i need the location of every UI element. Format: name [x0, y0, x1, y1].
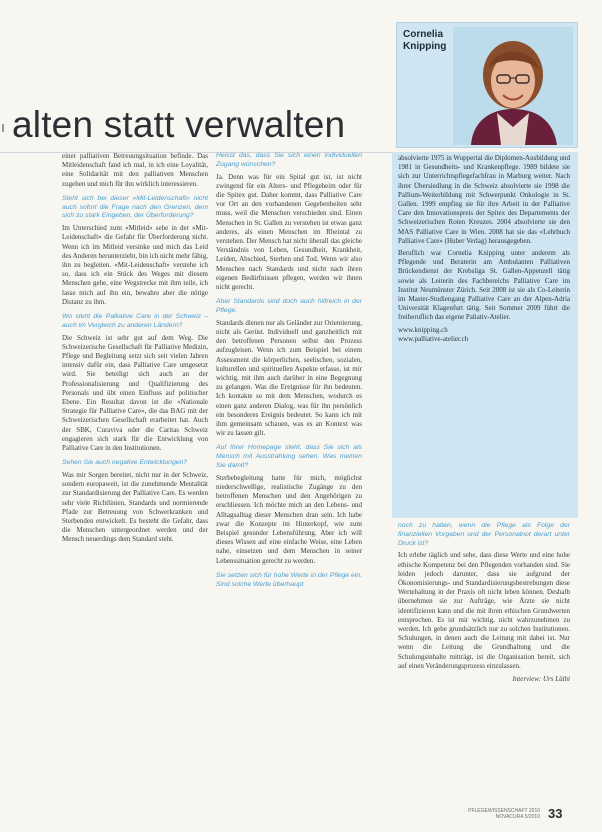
paragraph: Im Unterschied zum «Mitleid» sehe in der «Mit-Leidenschaft» die Gefahr für Überforderung nicht. Wenn ich im Mitleid versinke und mich das Leid des Anderen herunterzieht, bin ich nicht mehr fähig, ihn zu begleiten. «Mit-Leidenschaft» verstehe ich so, dass ich ein Stück des Weges mit diesem Menschen gehe, eine Wegstrecke mit ihm teile, ich lasse mich auf ihn ein, bewahre aber die nötige Distanz zu ihm.: [62, 224, 208, 306]
paragraph: einer palliativen Betreuungsituation befinde. Das Mitleidenschaft fand ich mal, in ich eine Loyalität, eine Solidarität mit den palliativen Menschen zugehen und mich für ihn wirklich interessieren.: [62, 152, 208, 188]
interviewer-credit: Interview: Urs Lüthi: [512, 675, 570, 684]
question: Auf Ihrer Homepage steht, dass Sie sich als Mensch mit Ausstrahlung sehen. Was meinen Sie damit?: [216, 444, 362, 470]
portrait-illustration: [453, 27, 573, 145]
text-column-1: [62, 152, 208, 548]
website-link[interactable]: www.palliative-atelier.ch: [398, 334, 469, 343]
bio-paragraph: Beruflich war Cornelia Knipping unter anderem als Pflegende und Beraterin am Ambulanten Palliativen Brückendienst der Krebsliga St. Gallen-Appenzell tätig sowie als Leiterin des Fachbereichs Palliative Care im Institut Neumünster Zürich. Seit 2008 ist sie als Co-Leiterin im Master-Studiengang Palliative Care an der Alpen-Adria Universität Klagenfurt tätig. Seit Sommer 2009 führt die freiberuflich das eigene Paliativ-Atelier.: [398, 249, 570, 322]
footer-line: NOVACURA 5/2010: [495, 814, 540, 820]
question: Heisst das, dass Sie sich einen individuellen Zugang wünschen?: [216, 152, 362, 168]
page-number: 33: [548, 806, 563, 821]
margin-mark: [2, 124, 4, 132]
profile-name: [403, 29, 446, 53]
footer-line: PFLEGEWISSENSCHAFT 2010: [468, 808, 540, 814]
paragraph: Was mir Sorgen bereitet, nicht nur in der Schweiz, sondern europaweit, ist die zunehmende Mentalität zur Standardisierung der Palliative Care. Es werden sehr viele Richtlinien, Standards und normierende Pfade zur Betreuung von Schwerkranken und Sterbenden entwickelt. Es besteht die Gefahr, dass die Menschen untergeordnet werden und der Mensch neuerdings dem Standard steht.: [62, 471, 208, 544]
paragraph: Ja. Denn was für ein Spital gut ist, ist nicht zwingend für ein Alters- und Pflegeheim oder für die Spitex gut. Daher kommt, dass Palliative Care vor Ort an den vorhandenen Gegebenheiten sehr muss, weil die Menschen verschieden sind. Einen Menschen in St. Gallen zu verstehen ist etwas ganz anderes, als einen Menschen im Rheintal zu verstehen. Der Mensch hat nicht überall das gleiche Verständnis von Leben, Gesundheit, Krankheit, Leiden, Abschied, Sterben und Tod. Wenn wir also Menschen nach Standards und nicht nach ihren eigenen Bedürfnissen pflegen, werden wir ihnen nicht gerecht.: [216, 172, 362, 292]
website-link[interactable]: www.knipping.ch: [398, 325, 448, 334]
question: noch zu halten, wenn die Pflege als Folge der finanziellen Vorgaben und der Personalnot derart unter Druck ist?: [398, 522, 570, 547]
profile-box: [396, 22, 578, 148]
text-column-2: [216, 152, 362, 592]
bio-text: [398, 154, 570, 344]
bio-paragraph: absolvierte 1975 in Wuppertal die Diplomen-Ausbildung und 1981 in Gesundheits- und Krankenpflege. 1989 bildete sie sich zur Unterrichtspflegefachfrau in Marburg weiter. Nach ihrer Übersiedlung in die Schweiz absolvierte sie 1998 die Pallium-Weiterbildung mit Schwerpunkt Onkologie in St. Gallen. 1999 empfing sie für ihre Arbeit in der Palliative Care den Innovationspreis der Spitex des Departements der Schweizerischen Roten Kreuzes. 2004 absolvierte sie den MAS Palliative Care in Wien. 2008 hat sie das «Lehrbuch Palliative Care» (Huber Verlag) herausgegeben.: [398, 154, 570, 245]
paragraph: Sterbebegleitung hatte für mich, möglichst niederschwellige, realistische Zugänge zu den betroffenen Menschen und den Angehörigen zu erschliessen. Ich möchte mich an den Lebens- und Alltagsalltag dieser Menschen dran sein. Ich habe zwar die Konzepte im Hinterkopf, wie zum Beispiel gesunder Lebensführung. Aber ich will dieses Wissen auf eine einfache Weise, eine Leben nahe, einsetzen und dem Menschen in seiner Lebenssituation gerecht zu werden.: [216, 473, 362, 565]
question: Aber Standards sind doch auch hilfreich in der Pflege.: [216, 298, 362, 315]
portrait-photo: [453, 27, 573, 145]
paragraph: Standards dienen nur als Geländer zur Orientierung, nicht als Gerüst. Individuell und ganzheitlich mit den betroffenen Personen selbst den Prozess aufzugleisen. Wenn ich zum Beispiel bei einem Assessment die körperlichen, seelischen, sozialen, kulturellen und spirituellen Aspekte erfasse, ist mir wichtig, mit ihm auch darüber in eine Begegnung zu gelangen. Was die Ereignisse für ihn bedeuten. Ich kontakte so mit dem Menschen, wodurch es einen ganz anderen Dialog, was für ihn persönlich ein besonderes Ereignis bedeutet. So kann ich mit ihm gemeinsam schauen, was es an Kontext was wir zu lassen gilt.: [216, 318, 362, 438]
article-title: alten statt verwalten: [12, 104, 346, 145]
footer-info: [462, 808, 540, 820]
question: Wo steht die Palliative Care in der Schweiz – auch im Vergleich zu anderen Ländern?: [62, 313, 208, 329]
paragraph: Ich erlebe täglich und sehe, dass diese Werte und eine hohe ethische Kompetenz bei den Pflegenden vorhanden sind. Sie leiden jedoch darunter, dass sie aufgrund der Ökonomisierungs- und Standardisierungsbestrebungen diese Wertehaltung in der Praxis oft nicht leben können. Deshalb übernehmen sie zur Aufträge, wie Ärzte sie nicht identifizieren kann und die mit ihren ethischen Grundwerten entsprechen. Es ist mir wichtig, nicht wahrzunehmen zu werden. Ich gebe grundsätzlich nur zu solchen Institutionen. Schulungen, in denen auch die Leitung mit dabei ist. Nur wenn die Leitung die Grundhaltung und die Schulungsinhalte mitträgt, ist die Organisation bereit, sich auf einen Veränderungsprozess einzulassen.: [398, 551, 570, 670]
question: Steht sich bei dieser «Mit-Leidenschaft» nicht auch sofort die Frage nach den Grenzen, dem sich zu stark Eingeben, der Überforderung?: [62, 194, 208, 220]
question: Sehen Sie auch negative Entwicklungen?: [62, 459, 188, 467]
question: Sie setzen sich für hohe Werte in der Pflege ein. Sind solche Werte überhaupt: [216, 571, 362, 588]
profile-name-first: Cornelia: [403, 29, 444, 40]
text-column-3: [398, 522, 570, 684]
paragraph: Die Schweiz ist sehr gut auf dem Weg. Die Schweizerische Gesellschaft für Palliative Medizin, Pflege und Begleitung setzt sich seit vielen Jahren intensiv dafür ein, dass Palliative Care umgesetzt wird. Sie beteiligt sich auch an der Professionalisierung und Qualifizierung des Personals und übt einen Einfluss auf politischer Ebene. Ein Resultat davon ist die «Nationale Strategie für Palliative Care», die das BAG mit der Schweizerischen Gesellschaft erarbeitet hat. Auch der SBK, Curaviva oder die Caritas Schweiz engagieren sich stark für die Entwicklung von Palliative Care in den Institutionen.: [62, 333, 208, 453]
profile-name-last: Knipping: [403, 41, 447, 52]
